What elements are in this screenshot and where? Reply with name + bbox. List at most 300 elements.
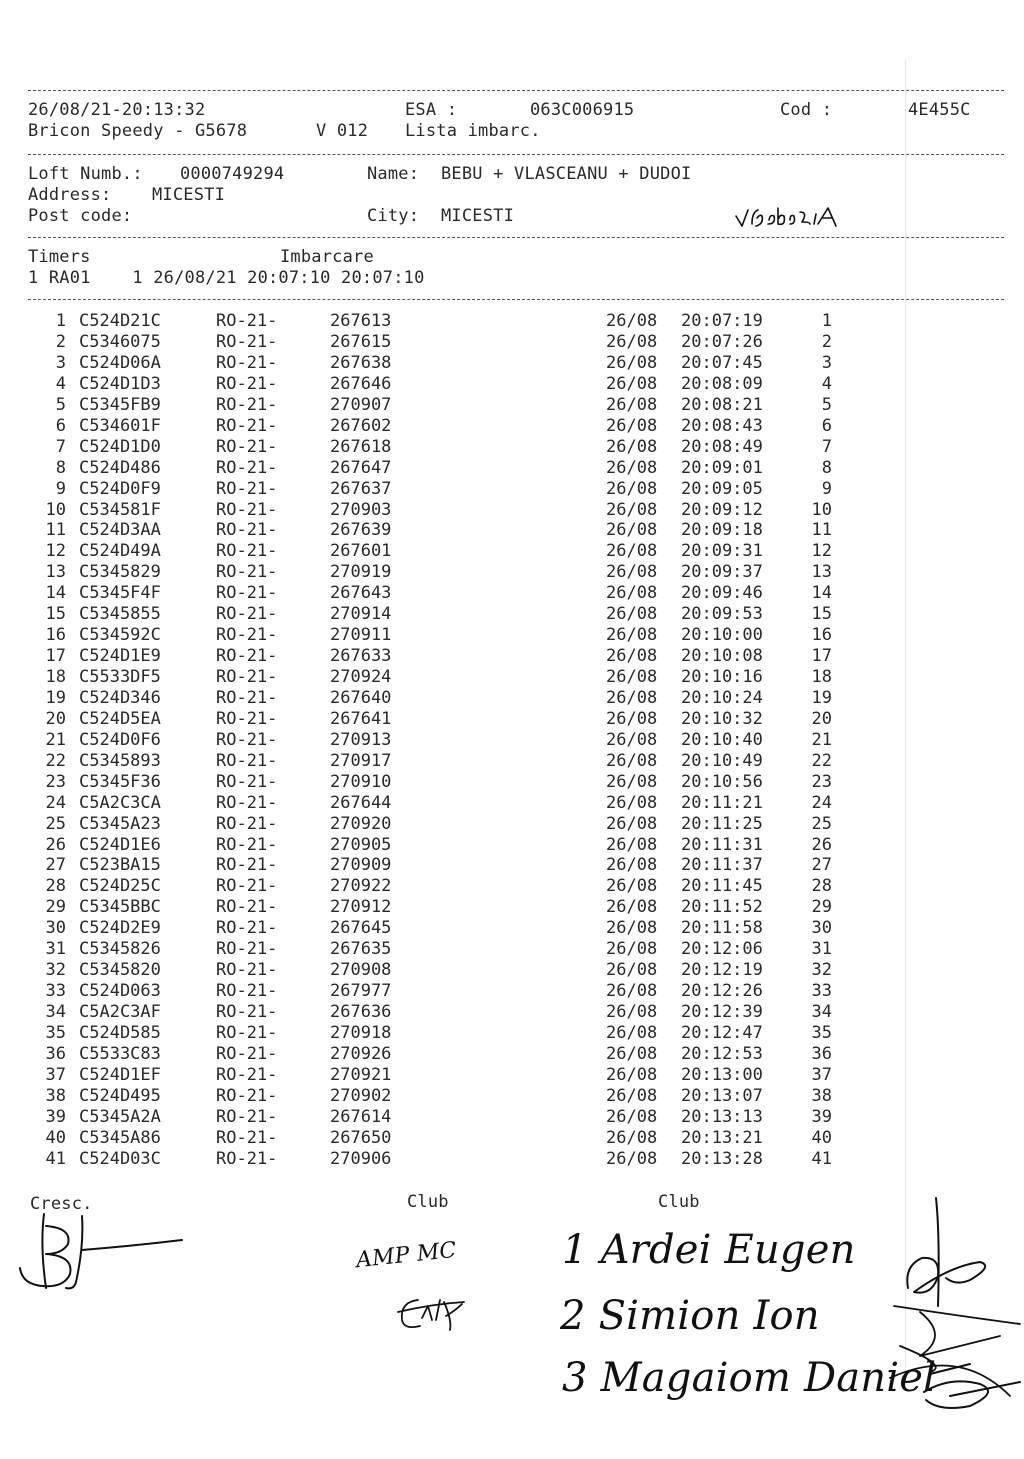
chip-id: C524D495	[79, 1085, 161, 1106]
chip-id: C5345893	[79, 750, 161, 771]
chip-id: C524D5EA	[79, 708, 161, 729]
arrival-date: 26/08	[606, 960, 658, 981]
arrival-time: 20:10:56	[681, 771, 763, 792]
arrival-date: 26/08	[606, 1002, 658, 1022]
ring-number: 270908	[330, 960, 392, 981]
table-row	[0, 311, 1024, 332]
row-index: 41	[45, 1148, 66, 1169]
table-row	[0, 562, 1024, 583]
row-index: 14	[45, 583, 66, 604]
device-name: Bricon Speedy - G5678	[28, 121, 248, 141]
ring-prefix: RO-21-	[216, 1064, 278, 1085]
ring-number: 267643	[330, 583, 392, 604]
esa-value: 063C006915	[530, 100, 635, 120]
arrival-time: 20:12:53	[681, 1043, 763, 1064]
ring-number: 267641	[330, 708, 392, 729]
ring-number: 270911	[330, 625, 392, 646]
arrival-date: 26/08	[606, 1043, 658, 1064]
ring-prefix: RO-21-	[216, 646, 278, 666]
row-index: 30	[45, 918, 66, 939]
chip-id: C5345855	[79, 604, 161, 625]
ring-number: 270914	[330, 604, 392, 625]
row-index: 26	[45, 834, 66, 855]
ring-number: 267644	[330, 792, 392, 813]
position: 20	[811, 708, 832, 729]
chip-id: C5345829	[79, 562, 161, 583]
table-row	[0, 960, 1024, 981]
chip-id: C524D25C	[79, 876, 161, 897]
position: 16	[811, 625, 832, 646]
table-row	[0, 814, 1024, 835]
chip-id: C534581F	[79, 499, 161, 520]
row-index: 6	[55, 415, 66, 436]
position: 39	[811, 1106, 832, 1127]
table-row	[0, 855, 1024, 876]
table-row	[0, 688, 1024, 709]
breeder-signature	[12, 1206, 192, 1296]
arrival-date: 26/08	[606, 1148, 658, 1169]
position: 30	[811, 918, 832, 939]
position: 27	[811, 855, 832, 876]
table-row	[0, 835, 1024, 856]
position: 9	[821, 478, 832, 499]
row-index: 35	[45, 1023, 66, 1043]
ring-prefix: RO-21-	[216, 352, 278, 373]
club-signature	[392, 1290, 472, 1336]
ring-prefix: RO-21-	[216, 1023, 278, 1043]
ring-prefix: RO-21-	[216, 1148, 278, 1169]
signatory-3: 3 Magaiom Daniel	[562, 1355, 937, 1401]
ring-prefix: RO-21-	[216, 331, 278, 352]
arrival-date: 26/08	[606, 499, 658, 520]
position: 35	[811, 1023, 832, 1043]
arrival-date: 26/08	[606, 918, 658, 939]
ring-number: 267613	[330, 311, 392, 331]
arrival-time: 20:08:49	[681, 436, 763, 457]
chip-id: C5533C83	[79, 1043, 161, 1064]
ring-prefix: RO-21-	[216, 750, 278, 771]
ring-prefix: RO-21-	[216, 960, 278, 981]
position: 22	[811, 750, 832, 771]
arrival-time: 20:12:19	[681, 960, 763, 981]
ring-number: 270910	[330, 771, 392, 792]
ring-number: 270913	[330, 729, 392, 750]
chip-id: C5345A23	[79, 813, 161, 834]
position: 34	[811, 1002, 832, 1022]
table-row	[0, 981, 1024, 1002]
arrival-date: 26/08	[606, 1106, 658, 1127]
arrival-time: 20:10:40	[681, 729, 763, 750]
table-row	[0, 1149, 1024, 1170]
table-row	[0, 646, 1024, 667]
chip-id: C524D346	[79, 687, 161, 708]
position: 29	[811, 897, 832, 918]
position: 41	[811, 1148, 832, 1169]
row-index: 20	[45, 708, 66, 729]
position: 2	[821, 331, 832, 352]
club-label-2: Club	[658, 1192, 700, 1212]
cod-label: Cod :	[780, 100, 833, 120]
ring-number: 267614	[330, 1106, 392, 1127]
ring-number: 267645	[330, 918, 392, 939]
table-row	[0, 1128, 1024, 1149]
ring-prefix: RO-21-	[216, 415, 278, 436]
ring-number: 270917	[330, 750, 392, 771]
row-index: 29	[45, 897, 66, 918]
chip-id: C524D2E9	[79, 918, 161, 939]
position: 18	[811, 667, 832, 687]
ring-prefix: RO-21-	[216, 834, 278, 855]
table-row	[0, 939, 1024, 960]
name-label: Name:	[367, 164, 420, 184]
ring-prefix: RO-21-	[216, 1085, 278, 1106]
ring-number: 270905	[330, 834, 392, 855]
arrival-time: 20:12:26	[681, 981, 763, 1002]
loft-number-value: 0000749294	[180, 164, 285, 184]
arrival-date: 26/08	[606, 687, 658, 708]
chip-id: C524D0F9	[79, 478, 161, 499]
row-index: 7	[55, 436, 66, 457]
chip-id: C5345F36	[79, 771, 161, 792]
ring-prefix: RO-21-	[216, 981, 278, 1002]
report-datetime: 26/08/21-20:13:32	[28, 100, 206, 120]
ring-number: 270902	[330, 1085, 392, 1106]
chip-id: C5345FB9	[79, 394, 161, 415]
position: 37	[811, 1064, 832, 1085]
table-row	[0, 730, 1024, 751]
chip-id: C5345A2A	[79, 1106, 161, 1127]
ring-prefix: RO-21-	[216, 478, 278, 499]
chip-id: C524D06A	[79, 352, 161, 373]
arrival-date: 26/08	[606, 981, 658, 1002]
chip-id: C524D1EF	[79, 1064, 161, 1085]
arrival-time: 20:11:58	[681, 918, 763, 939]
chip-id: C524D063	[79, 981, 161, 1002]
row-index: 9	[55, 478, 66, 499]
arrival-date: 26/08	[606, 855, 658, 876]
ring-prefix: RO-21-	[216, 939, 278, 960]
arrival-time: 20:13:13	[681, 1106, 763, 1127]
chip-id: C5A2C3AF	[79, 1002, 161, 1022]
row-index: 28	[45, 876, 66, 897]
cresc-label: Cresc.	[30, 1194, 93, 1214]
arrival-date: 26/08	[606, 436, 658, 457]
chip-id: C5345820	[79, 960, 161, 981]
row-index: 37	[45, 1064, 66, 1085]
arrival-time: 20:08:43	[681, 415, 763, 436]
arrival-date: 26/08	[606, 646, 658, 666]
position: 32	[811, 960, 832, 981]
city-value: MICESTI	[441, 206, 515, 226]
ring-prefix: RO-21-	[216, 792, 278, 813]
arrival-date: 26/08	[606, 1064, 658, 1085]
ring-prefix: RO-21-	[216, 1106, 278, 1127]
chip-id: C524D0F6	[79, 729, 161, 750]
name-value: BEBU + VLASCEANU + DUDOI	[441, 164, 692, 184]
arrival-date: 26/08	[606, 457, 658, 478]
ring-prefix: RO-21-	[216, 667, 278, 687]
table-row	[0, 876, 1024, 897]
ring-number: 270906	[330, 1148, 392, 1169]
position: 7	[821, 436, 832, 457]
arrival-time: 20:09:12	[681, 499, 763, 520]
table-row	[0, 918, 1024, 939]
ring-prefix: RO-21-	[216, 876, 278, 897]
arrival-time: 20:09:53	[681, 604, 763, 625]
arrival-time: 20:09:05	[681, 478, 763, 499]
ring-number: 270903	[330, 499, 392, 520]
ring-number: 267639	[330, 520, 392, 541]
chip-id: C524D03C	[79, 1148, 161, 1169]
ring-prefix: RO-21-	[216, 604, 278, 625]
row-index: 15	[45, 604, 66, 625]
ring-prefix: RO-21-	[216, 918, 278, 939]
row-index: 2	[55, 331, 66, 352]
chip-id: C534592C	[79, 625, 161, 646]
signatory-1: 1 Ardei Eugen	[562, 1227, 856, 1273]
arrival-date: 26/08	[606, 352, 658, 373]
position: 19	[811, 687, 832, 708]
chip-id: C524D3AA	[79, 520, 161, 541]
table-row	[0, 416, 1024, 437]
ring-prefix: RO-21-	[216, 1002, 278, 1022]
position: 25	[811, 813, 832, 834]
city-label: City:	[367, 206, 420, 226]
address-value: MICESTI	[152, 185, 226, 205]
arrival-date: 26/08	[606, 813, 658, 834]
position: 28	[811, 876, 832, 897]
arrival-time: 20:12:06	[681, 939, 763, 960]
position: 26	[811, 834, 832, 855]
position: 15	[811, 604, 832, 625]
ring-number: 267618	[330, 436, 392, 457]
timers-label: Timers	[28, 247, 91, 267]
row-index: 23	[45, 771, 66, 792]
table-row	[0, 479, 1024, 500]
row-index: 31	[45, 939, 66, 960]
arrival-time: 20:09:37	[681, 562, 763, 583]
timer-line: 1 RA01 1 26/08/21 20:07:10 20:07:10	[28, 268, 425, 288]
arrival-time: 20:11:37	[681, 855, 763, 876]
arrival-date: 26/08	[606, 520, 658, 541]
chip-id: C524D1E6	[79, 834, 161, 855]
table-row	[0, 520, 1024, 541]
chip-id: C5345826	[79, 939, 161, 960]
ring-number: 270918	[330, 1023, 392, 1043]
arrival-time: 20:08:21	[681, 394, 763, 415]
position: 23	[811, 771, 832, 792]
arrival-date: 26/08	[606, 415, 658, 436]
row-index: 34	[45, 1002, 66, 1022]
ring-prefix: RO-21-	[216, 311, 278, 331]
chip-id: C5345A86	[79, 1127, 161, 1148]
chip-id: C524D1E9	[79, 646, 161, 666]
ring-number: 270921	[330, 1064, 392, 1085]
table-row	[0, 1065, 1024, 1086]
loft-number-label: Loft Numb.:	[28, 164, 143, 184]
arrival-time: 20:12:39	[681, 1002, 763, 1022]
ring-prefix: RO-21-	[216, 499, 278, 520]
ring-prefix: RO-21-	[216, 541, 278, 562]
imbarcare-label: Imbarcare	[280, 247, 374, 267]
arrival-time: 20:10:16	[681, 667, 763, 687]
arrival-date: 26/08	[606, 311, 658, 331]
arrival-date: 26/08	[606, 834, 658, 855]
row-index: 40	[45, 1127, 66, 1148]
row-index: 32	[45, 960, 66, 981]
row-index: 16	[45, 625, 66, 646]
table-row	[0, 709, 1024, 730]
table-row	[0, 772, 1024, 793]
list-type: Lista imbarc.	[405, 121, 541, 141]
separator-line	[28, 154, 1004, 155]
position: 10	[811, 499, 832, 520]
arrival-time: 20:11:52	[681, 897, 763, 918]
row-index: 25	[45, 813, 66, 834]
signatory-signatures	[860, 1196, 1024, 1426]
position: 1	[821, 311, 832, 331]
row-index: 13	[45, 562, 66, 583]
position: 33	[811, 981, 832, 1002]
arrival-time: 20:09:31	[681, 541, 763, 562]
position: 31	[811, 939, 832, 960]
ring-number: 267633	[330, 646, 392, 666]
ring-number: 267646	[330, 373, 392, 394]
arrival-date: 26/08	[606, 604, 658, 625]
position: 3	[821, 352, 832, 373]
arrival-date: 26/08	[606, 478, 658, 499]
ring-prefix: RO-21-	[216, 394, 278, 415]
row-index: 22	[45, 750, 66, 771]
position: 4	[821, 373, 832, 394]
table-row	[0, 458, 1024, 479]
ring-prefix: RO-21-	[216, 687, 278, 708]
row-index: 27	[45, 855, 66, 876]
position: 17	[811, 646, 832, 666]
signatory-2: 2 Simion Ion	[560, 1293, 820, 1339]
row-index: 11	[45, 520, 66, 541]
ring-number: 270907	[330, 394, 392, 415]
arrival-time: 20:08:09	[681, 373, 763, 394]
ring-prefix: RO-21-	[216, 520, 278, 541]
arrival-time: 20:13:28	[681, 1148, 763, 1169]
arrival-date: 26/08	[606, 394, 658, 415]
table-row	[0, 500, 1024, 521]
ring-prefix: RO-21-	[216, 771, 278, 792]
row-index: 18	[45, 667, 66, 687]
arrival-date: 26/08	[606, 373, 658, 394]
device-version: V 012	[316, 121, 369, 141]
row-index: 12	[45, 541, 66, 562]
table-row	[0, 374, 1024, 395]
row-index: 3	[55, 352, 66, 373]
arrival-date: 26/08	[606, 1085, 658, 1106]
ring-prefix: RO-21-	[216, 1043, 278, 1064]
ring-prefix: RO-21-	[216, 813, 278, 834]
ring-number: 267615	[330, 331, 392, 352]
position: 12	[811, 541, 832, 562]
arrival-time: 20:10:08	[681, 646, 763, 666]
position: 36	[811, 1043, 832, 1064]
arrival-date: 26/08	[606, 541, 658, 562]
table-row	[0, 1107, 1024, 1128]
ring-number: 267637	[330, 478, 392, 499]
ring-prefix: RO-21-	[216, 897, 278, 918]
row-index: 4	[55, 373, 66, 394]
table-row	[0, 353, 1024, 374]
row-index: 33	[45, 981, 66, 1002]
table-row	[0, 1023, 1024, 1044]
ring-prefix: RO-21-	[216, 373, 278, 394]
ring-number: 270926	[330, 1043, 392, 1064]
esa-label: ESA :	[405, 100, 458, 120]
arrival-date: 26/08	[606, 729, 658, 750]
arrival-date: 26/08	[606, 897, 658, 918]
position: 11	[811, 520, 832, 541]
table-row	[0, 395, 1024, 416]
separator-line	[28, 90, 1004, 91]
row-index: 38	[45, 1085, 66, 1106]
arrival-time: 20:07:45	[681, 352, 763, 373]
chip-id: C524D49A	[79, 541, 161, 562]
arrival-time: 20:10:00	[681, 625, 763, 646]
row-index: 21	[45, 729, 66, 750]
arrival-date: 26/08	[606, 583, 658, 604]
ring-prefix: RO-21-	[216, 708, 278, 729]
row-index: 19	[45, 687, 66, 708]
arrival-date: 26/08	[606, 667, 658, 687]
row-index: 1	[55, 311, 66, 331]
ring-number: 270920	[330, 813, 392, 834]
table-row	[0, 1002, 1024, 1023]
ring-prefix: RO-21-	[216, 855, 278, 876]
position: 5	[821, 394, 832, 415]
arrival-date: 26/08	[606, 876, 658, 897]
position: 38	[811, 1085, 832, 1106]
arrival-date: 26/08	[606, 939, 658, 960]
arrival-time: 20:10:32	[681, 708, 763, 729]
arrival-time: 20:12:47	[681, 1023, 763, 1043]
position: 14	[811, 583, 832, 604]
chip-id: C524D486	[79, 457, 161, 478]
arrival-date: 26/08	[606, 708, 658, 729]
ring-number: 267635	[330, 939, 392, 960]
arrival-time: 20:09:46	[681, 583, 763, 604]
ring-number: 267640	[330, 687, 392, 708]
ring-prefix: RO-21-	[216, 1127, 278, 1148]
table-row	[0, 1086, 1024, 1107]
arrival-time: 20:11:21	[681, 792, 763, 813]
arrival-date: 26/08	[606, 1023, 658, 1043]
table-row	[0, 1044, 1024, 1065]
arrival-time: 20:09:18	[681, 520, 763, 541]
chip-id: C5533DF5	[79, 667, 161, 687]
chip-id: C5346075	[79, 331, 161, 352]
arrival-date: 26/08	[606, 792, 658, 813]
ring-number: 267647	[330, 457, 392, 478]
arrival-date: 26/08	[606, 562, 658, 583]
arrival-time: 20:11:25	[681, 813, 763, 834]
arrival-date: 26/08	[606, 1127, 658, 1148]
arrival-time: 20:13:21	[681, 1127, 763, 1148]
ring-number: 267650	[330, 1127, 392, 1148]
ring-prefix: RO-21-	[216, 457, 278, 478]
chip-id: C534601F	[79, 415, 161, 436]
ring-prefix: RO-21-	[216, 625, 278, 646]
row-index: 39	[45, 1106, 66, 1127]
ring-number: 267602	[330, 415, 392, 436]
arrival-date: 26/08	[606, 750, 658, 771]
